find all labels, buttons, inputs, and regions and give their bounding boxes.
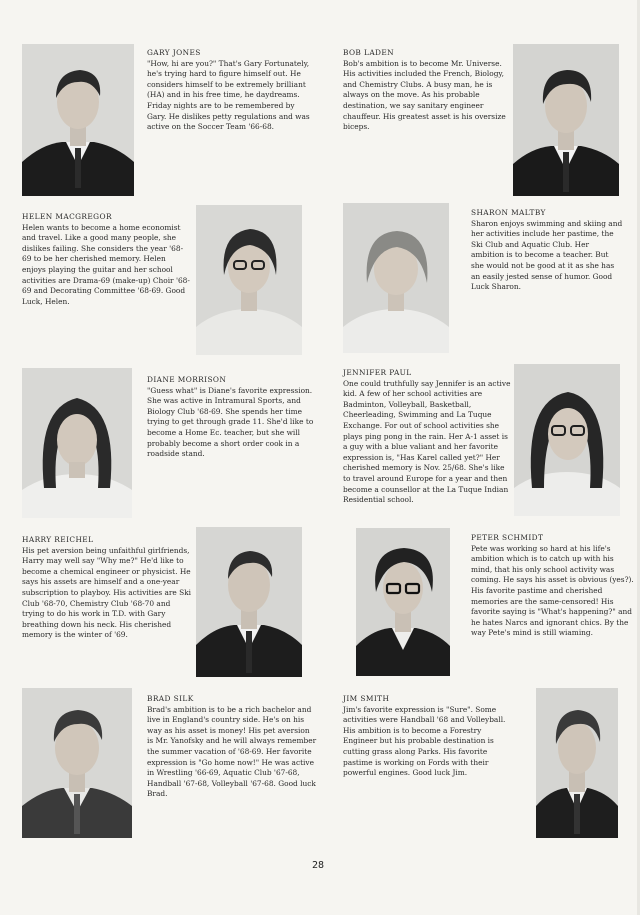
portrait-female-glasses-icon — [196, 205, 302, 355]
portrait-bob-laden — [513, 44, 619, 196]
portrait-sharon-maltby — [343, 203, 449, 353]
student-bio: One could truthfully say Jennifer is an active kid. A few of her school activities are Badminton, Volleyball, Basketball, Cheerleading, Swimming and La Tuque Exchange. For out of school activities she plays ping pong in the rain. Her A-1 asset is a guy with a blue valiant and her favorite expression is, "Has Karel called yet?" Her cherished memory is Nov. 25/68. She's like to travel around Europe for a year and then become a counsellor at the La Tuque Indian Residential school. — [343, 378, 511, 505]
student-bio: "Guess what" is Diane's favorite expression. She was active in Intramural Sports, and Biology Club '68-69. She spends her time trying to get through grade 11. She'd like to become a Home Ec. teacher, but she will probably become a short order cook in a roadside stand. — [147, 385, 314, 459]
entry-gary-jones — [147, 48, 312, 133]
portrait-male-glasses-icon — [356, 528, 450, 676]
student-name: JIM SMITH — [343, 694, 390, 703]
portrait-brad-silk — [22, 688, 132, 838]
student-name: GARY JONES — [147, 48, 201, 57]
student-name: BRAD SILK — [147, 694, 194, 703]
entry-helen-macgregor — [22, 212, 190, 307]
portrait-jennifer-paul — [514, 364, 620, 516]
student-name: BOB LADEN — [343, 48, 395, 57]
entry-diane-morrison — [147, 375, 319, 460]
entry-brad-silk — [147, 694, 317, 800]
portrait-female-glasses-icon — [514, 364, 620, 516]
entry-harry-reichel — [22, 535, 192, 641]
student-bio: "How, hi are you?" That's Gary Fortunately, he's trying hard to figure himself out. He considers himself to be extremely brilliant (HA) and in his free time, he daydreams. Friday nights are to be remembered by Gary. He dislikes petty regulations and was active on the Soccer Team '66-68. — [147, 58, 310, 132]
entry-sharon-maltby — [471, 208, 623, 293]
portrait-male-dark-suit-icon — [536, 688, 618, 838]
entry-bob-laden — [343, 48, 508, 133]
portrait-diane-morrison — [22, 368, 132, 518]
student-bio: Sharon enjoys swimming and skiing and her activities include her pastime, the Ski Club and Aquatic Club. Her ambition is to become a teacher. But she would not be good at it as she has an easily jested sense of humor. Good Luck Sharon. — [471, 218, 623, 292]
portrait-male-suit-icon — [22, 688, 132, 838]
student-name: JENNIFER PAUL — [343, 368, 412, 377]
entry-jennifer-paul — [343, 368, 513, 506]
page-number: 28 — [312, 860, 325, 871]
student-bio: Helen wants to become a home economist and travel. Like a good many people, she dislikes failing. She considers the year '68-69 to be her cherished memory. Helen enjoys playing the guitar and her school activities are Drama-69 (make-up) Choir '68-69 and Decorating Committee '68-69. Good Luck, Helen. — [22, 222, 190, 306]
portrait-female-icon — [343, 203, 449, 353]
entry-jim-smith — [343, 694, 511, 779]
portrait-jim-smith — [536, 688, 618, 838]
portrait-gary-jones — [22, 44, 134, 196]
student-name: PETER SCHMIDT — [471, 533, 544, 542]
student-bio: His pet aversion being unfaithful girlfriends, Harry may well say "Why me?" He'd like to become a chemical engineer or physicist. He says his assets are himself and a one-year subscription to playboy. His activities are Ski Club '68-70, Chemistry Club '68-70 and trying to do his work in T.D. with Gary breathing down his neck. His cherished memory is the winter of '69. — [22, 545, 192, 640]
portrait-helen-macgregor — [196, 205, 302, 355]
student-name: SHARON MALTBY — [471, 208, 546, 217]
portrait-male-dark-suit-icon — [22, 44, 134, 196]
portrait-female-long-hair-icon — [22, 368, 132, 518]
student-bio: Jim's favorite expression is "Sure". Some activities were Handball '68 and Volleyball. His ambition is to become a Forestry Engineer but his probable destination is cutting grass along Parks. His favorite pastime is working on Fords with their powerful engines. Good luck Jim. — [343, 704, 506, 778]
entry-peter-schmidt — [471, 533, 635, 639]
student-bio: Brad's ambition is to be a rich bachelor and live in England's country side. He's on his way as his asset is money! His pet aversion is Mr. Yanofsky and he will always remember the summer vacation of '68-69. Her favorite expression is "Go home now!" He was active in Wrestling '66-69, Aquatic Club '67-68, Handball '67-68, Volleyball '67-68. Good luck Brad. — [147, 704, 317, 799]
portrait-harry-reichel — [196, 527, 302, 677]
portrait-peter-schmidt — [356, 528, 450, 676]
student-name: HELEN MACGREGOR — [22, 212, 112, 221]
student-bio: Pete was working so hard at his life's ambition which is to catch up with his mind, that his only school activity was coming. He says his asset is obvious (yes?). His favorite pastime and cherished memories are the same-censored! His favorite saying is "What's happening?" and he hates Narcs and ignorant chics. By the way Pete's mind is still wiaming. — [471, 543, 634, 638]
student-name: DIANE MORRISON — [147, 375, 227, 384]
portrait-male-dark-suit-icon — [513, 44, 619, 196]
student-name: HARRY REICHEL — [22, 535, 94, 544]
student-bio: Bob's ambition is to become Mr. Universe. His activities included the French, Biology, and Chemistry Clubs. A busy man, he is always on the move. As his probable destination, we say sanitary engineer chauffeur. His greatest asset is his oversize biceps. — [343, 58, 506, 132]
portrait-male-dark-suit-icon — [196, 527, 302, 677]
